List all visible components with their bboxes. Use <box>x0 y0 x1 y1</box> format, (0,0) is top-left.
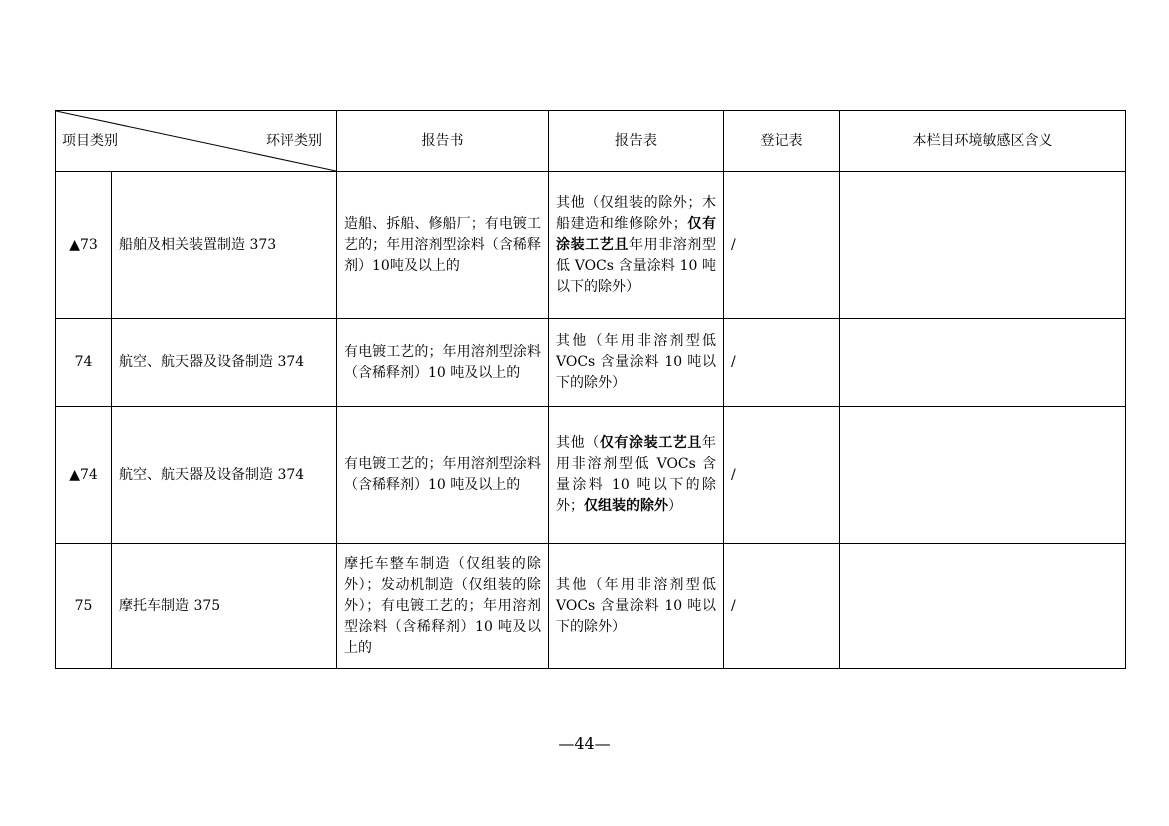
report-form-bold-text: 仅有涂装工艺且 <box>599 435 703 451</box>
row-report-book: 有电镀工艺的；年用溶剂型涂料（含稀释剂）10 吨及以上的 <box>337 407 549 544</box>
page-number: —44— <box>558 734 611 753</box>
row-category: 船舶及相关装置制造 373 <box>112 172 337 319</box>
header-eia-category: 环评类别 <box>266 133 322 149</box>
row-sensitive-area <box>840 544 1126 669</box>
report-form-bold-text: 仅组装的除外 <box>584 498 668 514</box>
row-number: 74 <box>56 319 112 407</box>
row-report-form <box>549 172 724 319</box>
header-report-form: 报告表 <box>549 111 724 172</box>
row-registration: / <box>724 407 840 544</box>
table-row <box>56 407 1126 544</box>
report-form-text: 年用非溶剂型低 VOCs 含量涂料 10 吨以下的除外； <box>556 435 717 514</box>
header-report-book: 报告书 <box>337 111 549 172</box>
header-sensitive-area-meaning: 本栏目环境敏感区含义 <box>840 111 1126 172</box>
header-project-category: 项目类别 <box>62 133 118 149</box>
row-number: ▲73 <box>56 172 112 319</box>
report-form-bold-text: 仅有涂装工艺且 <box>556 215 717 253</box>
eia-classification-table <box>55 110 1126 669</box>
diagonal-header-cell <box>56 111 337 172</box>
row-registration: / <box>724 544 840 669</box>
report-form-text: 其他（ <box>556 435 600 451</box>
row-report-form: 其他（年用非溶剂型低 VOCs 含量涂料 10 吨以下的除外） <box>549 544 724 669</box>
row-registration: / <box>724 172 840 319</box>
row-category: 航空、航天器及设备制造 374 <box>112 407 337 544</box>
table-header-row <box>56 111 1126 172</box>
row-report-form <box>549 407 724 544</box>
header-registration-form: 登记表 <box>724 111 840 172</box>
row-category: 摩托车制造 375 <box>112 544 337 669</box>
table-row <box>56 319 1126 407</box>
row-report-book: 造船、拆船、修船厂；有电镀工艺的；年用溶剂型涂料（含稀释剂）10吨及以上的 <box>337 172 549 319</box>
row-report-book: 摩托车整车制造（仅组装的除外）；发动机制造（仅组装的除外）；有电镀工艺的；年用溶剂型涂料（含稀释剂）10 吨及以上的 <box>337 544 549 669</box>
row-report-book: 有电镀工艺的；年用溶剂型涂料（含稀释剂）10 吨及以上的 <box>337 319 549 407</box>
row-report-form: 其他（年用非溶剂型低 VOCs 含量涂料 10 吨以下的除外） <box>549 319 724 407</box>
row-category: 航空、航天器及设备制造 374 <box>112 319 337 407</box>
row-number: ▲74 <box>56 407 112 544</box>
table-row <box>56 172 1126 319</box>
table-row <box>56 544 1126 669</box>
report-form-text: 年用非溶剂型低 VOCs 含量涂料 10 吨以下的除外） <box>556 236 716 295</box>
row-sensitive-area <box>840 319 1126 407</box>
row-sensitive-area <box>840 172 1126 319</box>
row-number: 75 <box>56 544 112 669</box>
row-sensitive-area <box>840 407 1126 544</box>
report-form-text: ） <box>668 498 682 514</box>
report-form-text: 其他（仅组装的除外；木船建造和维修除外； <box>556 194 716 232</box>
row-registration: / <box>724 319 840 407</box>
